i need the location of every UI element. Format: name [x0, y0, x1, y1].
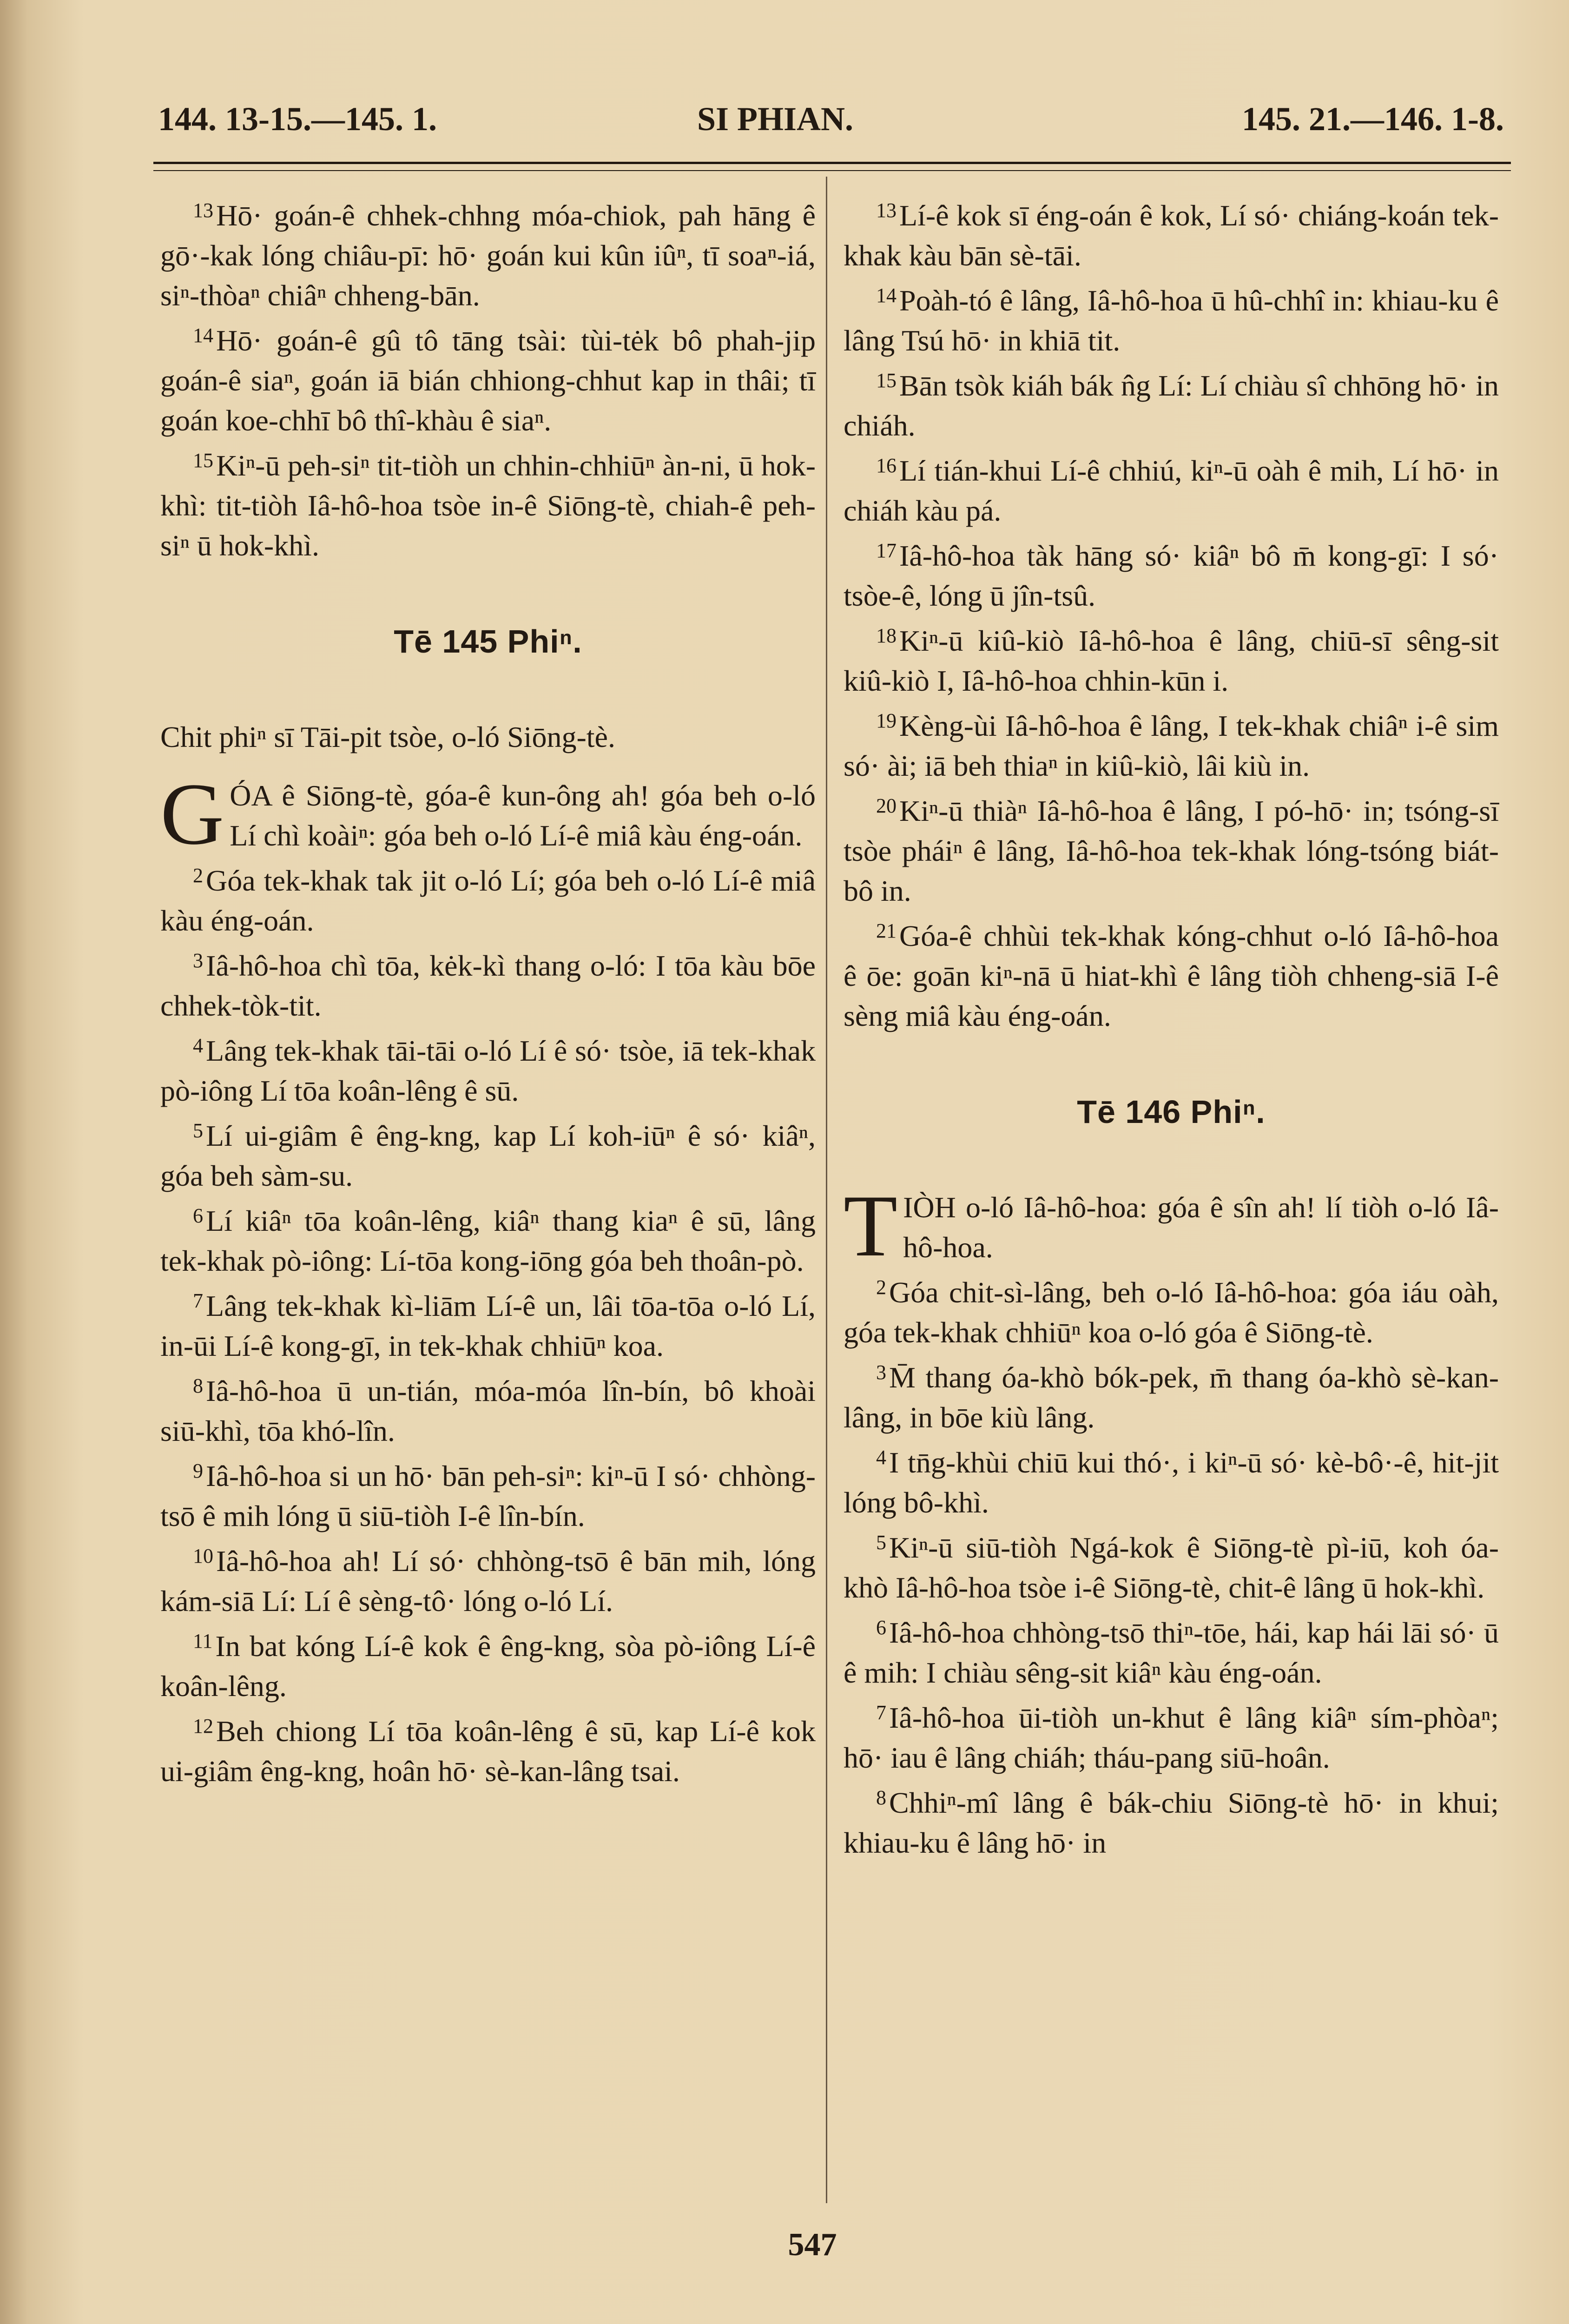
verse-text: Iâ-hô-hoa si un hō· bān peh-siⁿ: kiⁿ-ū I só· chhòng-tsō ê mih lóng ū siū-tiòh I-ê lîn-bín.: [160, 1459, 816, 1532]
verse-text: Kèng-ùi Iâ-hô-hoa ê lâng, I tek-khak chiâⁿ i-ê sim só· ài; iā beh thiaⁿ in kiû-kiò, lâi kiù in.: [844, 709, 1499, 782]
verse-text: Góa-ê chhùi tek-khak kóng-chhut o-ló Iâ-hô-hoa ê ōe: goān kiⁿ-nā ū hiat-khì ê lâng tiòh chheng-siā I-ê sèng miâ kàu éng-oán.: [844, 919, 1499, 1032]
verse: [844, 1523, 1499, 1608]
verse: [160, 941, 816, 1026]
verse: [844, 911, 1499, 1036]
verse-number: 21: [876, 919, 897, 942]
verse-text: Iâ-hô-hoa ūi-tiòh un-khut ê lâng kiâⁿ sím-phòaⁿ; hō· iau ê lâng chiáh; tháu-pang siū-hoân.: [844, 1701, 1499, 1774]
verse-text: Iâ-hô-hoa chhòng-tsō thiⁿ-tōe, hái, kap hái lāi só· ū ê mih: I chiàu sêng-sit kiâⁿ kàu éng-oán.: [844, 1616, 1499, 1689]
psalm-146-verses: [844, 1268, 1499, 1863]
verse-number: 20: [876, 794, 897, 817]
verse-number: 14: [876, 284, 897, 307]
verse-text: ÓA ê Siōng-tè, góa-ê kun-ông ah! góa beh o-ló Lí chì koàiⁿ: góa beh o-ló Lí-ê miâ kàu éng-oán.: [230, 779, 816, 852]
drop-cap: G: [160, 766, 224, 863]
psalm-145-verse-1: [160, 766, 816, 863]
verse-text: Kiⁿ-ū thiàⁿ Iâ-hô-hoa ê lâng, I pó-hō· in; tsóng-sī tsòe pháiⁿ ê lâng, Iâ-hô-hoa tek-khak lóng-tsóng biát-bô in.: [844, 794, 1499, 907]
column-divider: [826, 177, 827, 2203]
verse: [844, 361, 1499, 446]
verse-text: Iâ-hô-hoa ah! Lí só· chhòng-tsō ê bān mih, lóng kám-siā Lí: Lí ê sèng-tô· lóng o-ló Lí.: [160, 1545, 816, 1618]
verse-text: Góa chit-sì-lâng, beh o-ló Iâ-hô-hoa: góa iáu oàh, góa tek-khak chhiūⁿ koa o-ló góa ê Siōng-tè.: [844, 1276, 1499, 1349]
chapter-summary: Chit phiⁿ sī Tāi-pit tsòe, o-ló Siōng-tè.: [160, 720, 615, 753]
verse: [160, 1196, 816, 1281]
header-right-reference: 145. 21.—146. 1-8.: [1242, 100, 1504, 138]
chapter-title-146: Tē 146 Phiⁿ.: [1077, 1094, 1266, 1130]
verse: [844, 1608, 1499, 1693]
verse-text: Hō· goán-ê chhek-chhng móa-chiok, pah hāng ê gō·-kak lóng chiâu-pī: hō· goán kui kûn iûⁿ, tī soaⁿ-iá, siⁿ-thòaⁿ chiâⁿ chheng-bān.: [160, 199, 816, 312]
header-rule-thick: [153, 162, 1511, 164]
verse: [844, 1268, 1499, 1353]
verse-number: 19: [876, 709, 897, 732]
verse-text: Poàh-tó ê lâng, Iâ-hô-hoa ū hû-chhî in: khiau-ku ê lâng Tsú hō· in khiā tit.: [844, 284, 1499, 357]
verse-number: 14: [193, 324, 213, 347]
verse: [160, 1366, 816, 1451]
verse-number: 4: [193, 1034, 203, 1057]
psalm-144-verses: [160, 191, 816, 566]
verse-number: 5: [193, 1119, 203, 1142]
verse-text: In bat kóng Lí-ê kok ê êng-kng, sòa pò-iông Lí-ê koân-lêng.: [160, 1630, 816, 1703]
verse: [160, 1111, 816, 1196]
verse-number: 11: [193, 1630, 213, 1652]
verse: [160, 1281, 816, 1366]
verse-text: Lâng tek-khak kì-liām Lí-ê un, lâi tōa-tōa o-ló Lí, in-ūi Lí-ê kong-gī, in tek-khak chhiūⁿ koa.: [160, 1289, 816, 1362]
verse-number: 18: [876, 624, 897, 647]
verse: [844, 1438, 1499, 1523]
verse-text: Iâ-hô-hoa tàk hāng só· kiâⁿ bô m̄ kong-gī: I só· tsòe-ê, lóng ū jîn-tsû.: [844, 539, 1499, 612]
verse-number: 15: [876, 369, 897, 392]
verse-number: 2: [193, 864, 203, 887]
verse: [160, 1621, 816, 1706]
verse-number: 13: [876, 199, 897, 222]
verse-number: 2: [876, 1276, 886, 1299]
verse-number: 13: [193, 199, 213, 222]
running-header: [158, 100, 1504, 156]
verse-text: Lí ui-giâm ê êng-kng, kap Lí koh-iūⁿ ê só· kiâⁿ, góa beh sàm-su.: [160, 1119, 816, 1192]
left-column: [160, 191, 816, 1791]
verse-text: Lí-ê kok sī éng-oán ê kok, Lí só· chiáng-koán tek-khak kàu bān sè-tāi.: [844, 199, 1499, 272]
psalm-145-verses-cont: [844, 191, 1499, 1036]
verse: [160, 856, 816, 941]
verse-number: 15: [193, 449, 213, 472]
header-left-reference: 144. 13-15.—145. 1.: [158, 100, 437, 138]
verse-text: Iâ-hô-hoa chì tōa, kėk-kì thang o-ló: I tōa kàu bōe chhek-tòk-tit.: [160, 949, 816, 1022]
header-book-title: SI PHIAN.: [697, 100, 854, 138]
verse-text: M̄ thang óa-khò bók-pek, m̄ thang óa-khò sè-kan-lâng, in bōe kiù lâng.: [844, 1361, 1499, 1434]
verse-text: Kiⁿ-ū siū-tiòh Ngá-kok ê Siōng-tè pì-iū, koh óa-khò Iâ-hô-hoa tsòe i-ê Siōng-tè, chit-ê lâng ū hok-khì.: [844, 1531, 1499, 1604]
verse-text: Bān tsòk kiáh bák n̂g Lí: Lí chiàu sî chhōng hō· in chiáh.: [844, 369, 1499, 442]
verse: [844, 276, 1499, 361]
verse: [160, 1026, 816, 1111]
verse: [844, 701, 1499, 786]
verse-number: 17: [876, 539, 897, 562]
verse-text: IÒH o-ló Iâ-hô-hoa: góa ê sîn ah! lí tiòh o-ló Iâ-hô-hoa.: [903, 1191, 1499, 1264]
verse-text: Lâng tek-khak tāi-tāi o-ló Lí ê só· tsòe, iā tek-khak pò-iông Lí tōa koân-lêng ê sū.: [160, 1034, 816, 1107]
verse-text: Chhiⁿ-mî lâng ê bák-chiu Siōng-tè hō· in khui; khiau-ku ê lâng hō· in: [844, 1786, 1499, 1859]
verse: [160, 441, 816, 566]
verse: [160, 1536, 816, 1621]
verse: [844, 1693, 1499, 1778]
verse-number: 8: [193, 1374, 203, 1397]
verse-text: Kiⁿ-ū peh-siⁿ tit-tiòh un chhin-chhiūⁿ àn-ni, ū hok-khì: tit-tiòh Iâ-hô-hoa tsòe in-ê Siōng-tè, chiah-ê peh-siⁿ ū hok-khì.: [160, 449, 816, 562]
verse-text: Hō· goán-ê gû tô tāng tsài: tùi-tėk bô phah-jip goán-ê siaⁿ, goán iā bián chhiong-chhut kap in thâi; tī goán koe-chhī bô thî-khàu ê siaⁿ.: [160, 324, 816, 437]
verse-text: Beh chiong Lí tōa koân-lêng ê sū, kap Lí-ê kok ui-giâm êng-kng, hoân hō· sè-kan-lâng tsai.: [160, 1715, 816, 1788]
page-number: 547: [788, 2227, 837, 2263]
verse-number: 3: [193, 949, 203, 972]
verse-number: 12: [193, 1715, 213, 1737]
verse: [160, 1706, 816, 1791]
right-column: [844, 191, 1499, 1863]
verse: [160, 1451, 816, 1536]
verse: [160, 191, 816, 316]
verse-number: 4: [876, 1446, 886, 1469]
verse-text: Kiⁿ-ū kiû-kiò Iâ-hô-hoa ê lâng, chiū-sī sêng-sit kiû-kiò I, Iâ-hô-hoa chhin-kūn i.: [844, 624, 1499, 697]
verse: [844, 786, 1499, 911]
verse: [844, 616, 1499, 701]
drop-cap: T: [844, 1177, 898, 1275]
verse-text: I tn̄g-khùi chiū kui thó·, i kiⁿ-ū só· kè-bô·-ê, hit-jit lóng bô-khì.: [844, 1446, 1499, 1519]
chapter-title-145: Tē 145 Phiⁿ.: [394, 623, 582, 660]
verse-number: 6: [876, 1616, 886, 1639]
verse-number: 10: [193, 1545, 213, 1567]
verse: [844, 1353, 1499, 1438]
verse-number: 5: [876, 1531, 886, 1554]
verse: [844, 191, 1499, 276]
psalm-145-verses: [160, 856, 816, 1791]
verse: [844, 446, 1499, 531]
verse: [844, 1778, 1499, 1863]
verse-text: Iâ-hô-hoa ū un-tián, móa-móa lîn-bín, bô khoài siū-khì, tōa khó-lîn.: [160, 1374, 816, 1447]
verse: [160, 316, 816, 441]
verse-number: 16: [876, 454, 897, 477]
psalm-146-verse-1: [844, 1177, 1499, 1275]
verse-number: 7: [193, 1289, 203, 1312]
verse-number: 9: [193, 1459, 203, 1482]
verse-number: 8: [876, 1786, 886, 1809]
verse-text: Lí kiâⁿ tōa koân-lêng, kiâⁿ thang kiaⁿ ê sū, lâng tek-khak pò-iông: Lí-tōa kong-iōng góa beh thoân-pò.: [160, 1204, 816, 1277]
verse-number: 6: [193, 1204, 203, 1227]
verse-number: 7: [876, 1701, 886, 1724]
verse-text: Góa tek-khak tak jit o-ló Lí; góa beh o-ló Lí-ê miâ kàu éng-oán.: [160, 864, 816, 937]
header-rule-thin: [153, 170, 1511, 171]
verse-number: 3: [876, 1361, 886, 1384]
verse: [844, 531, 1499, 616]
verse-text: Lí tián-khui Lí-ê chhiú, kiⁿ-ū oàh ê mih, Lí hō· in chiáh kàu pá.: [844, 454, 1499, 527]
